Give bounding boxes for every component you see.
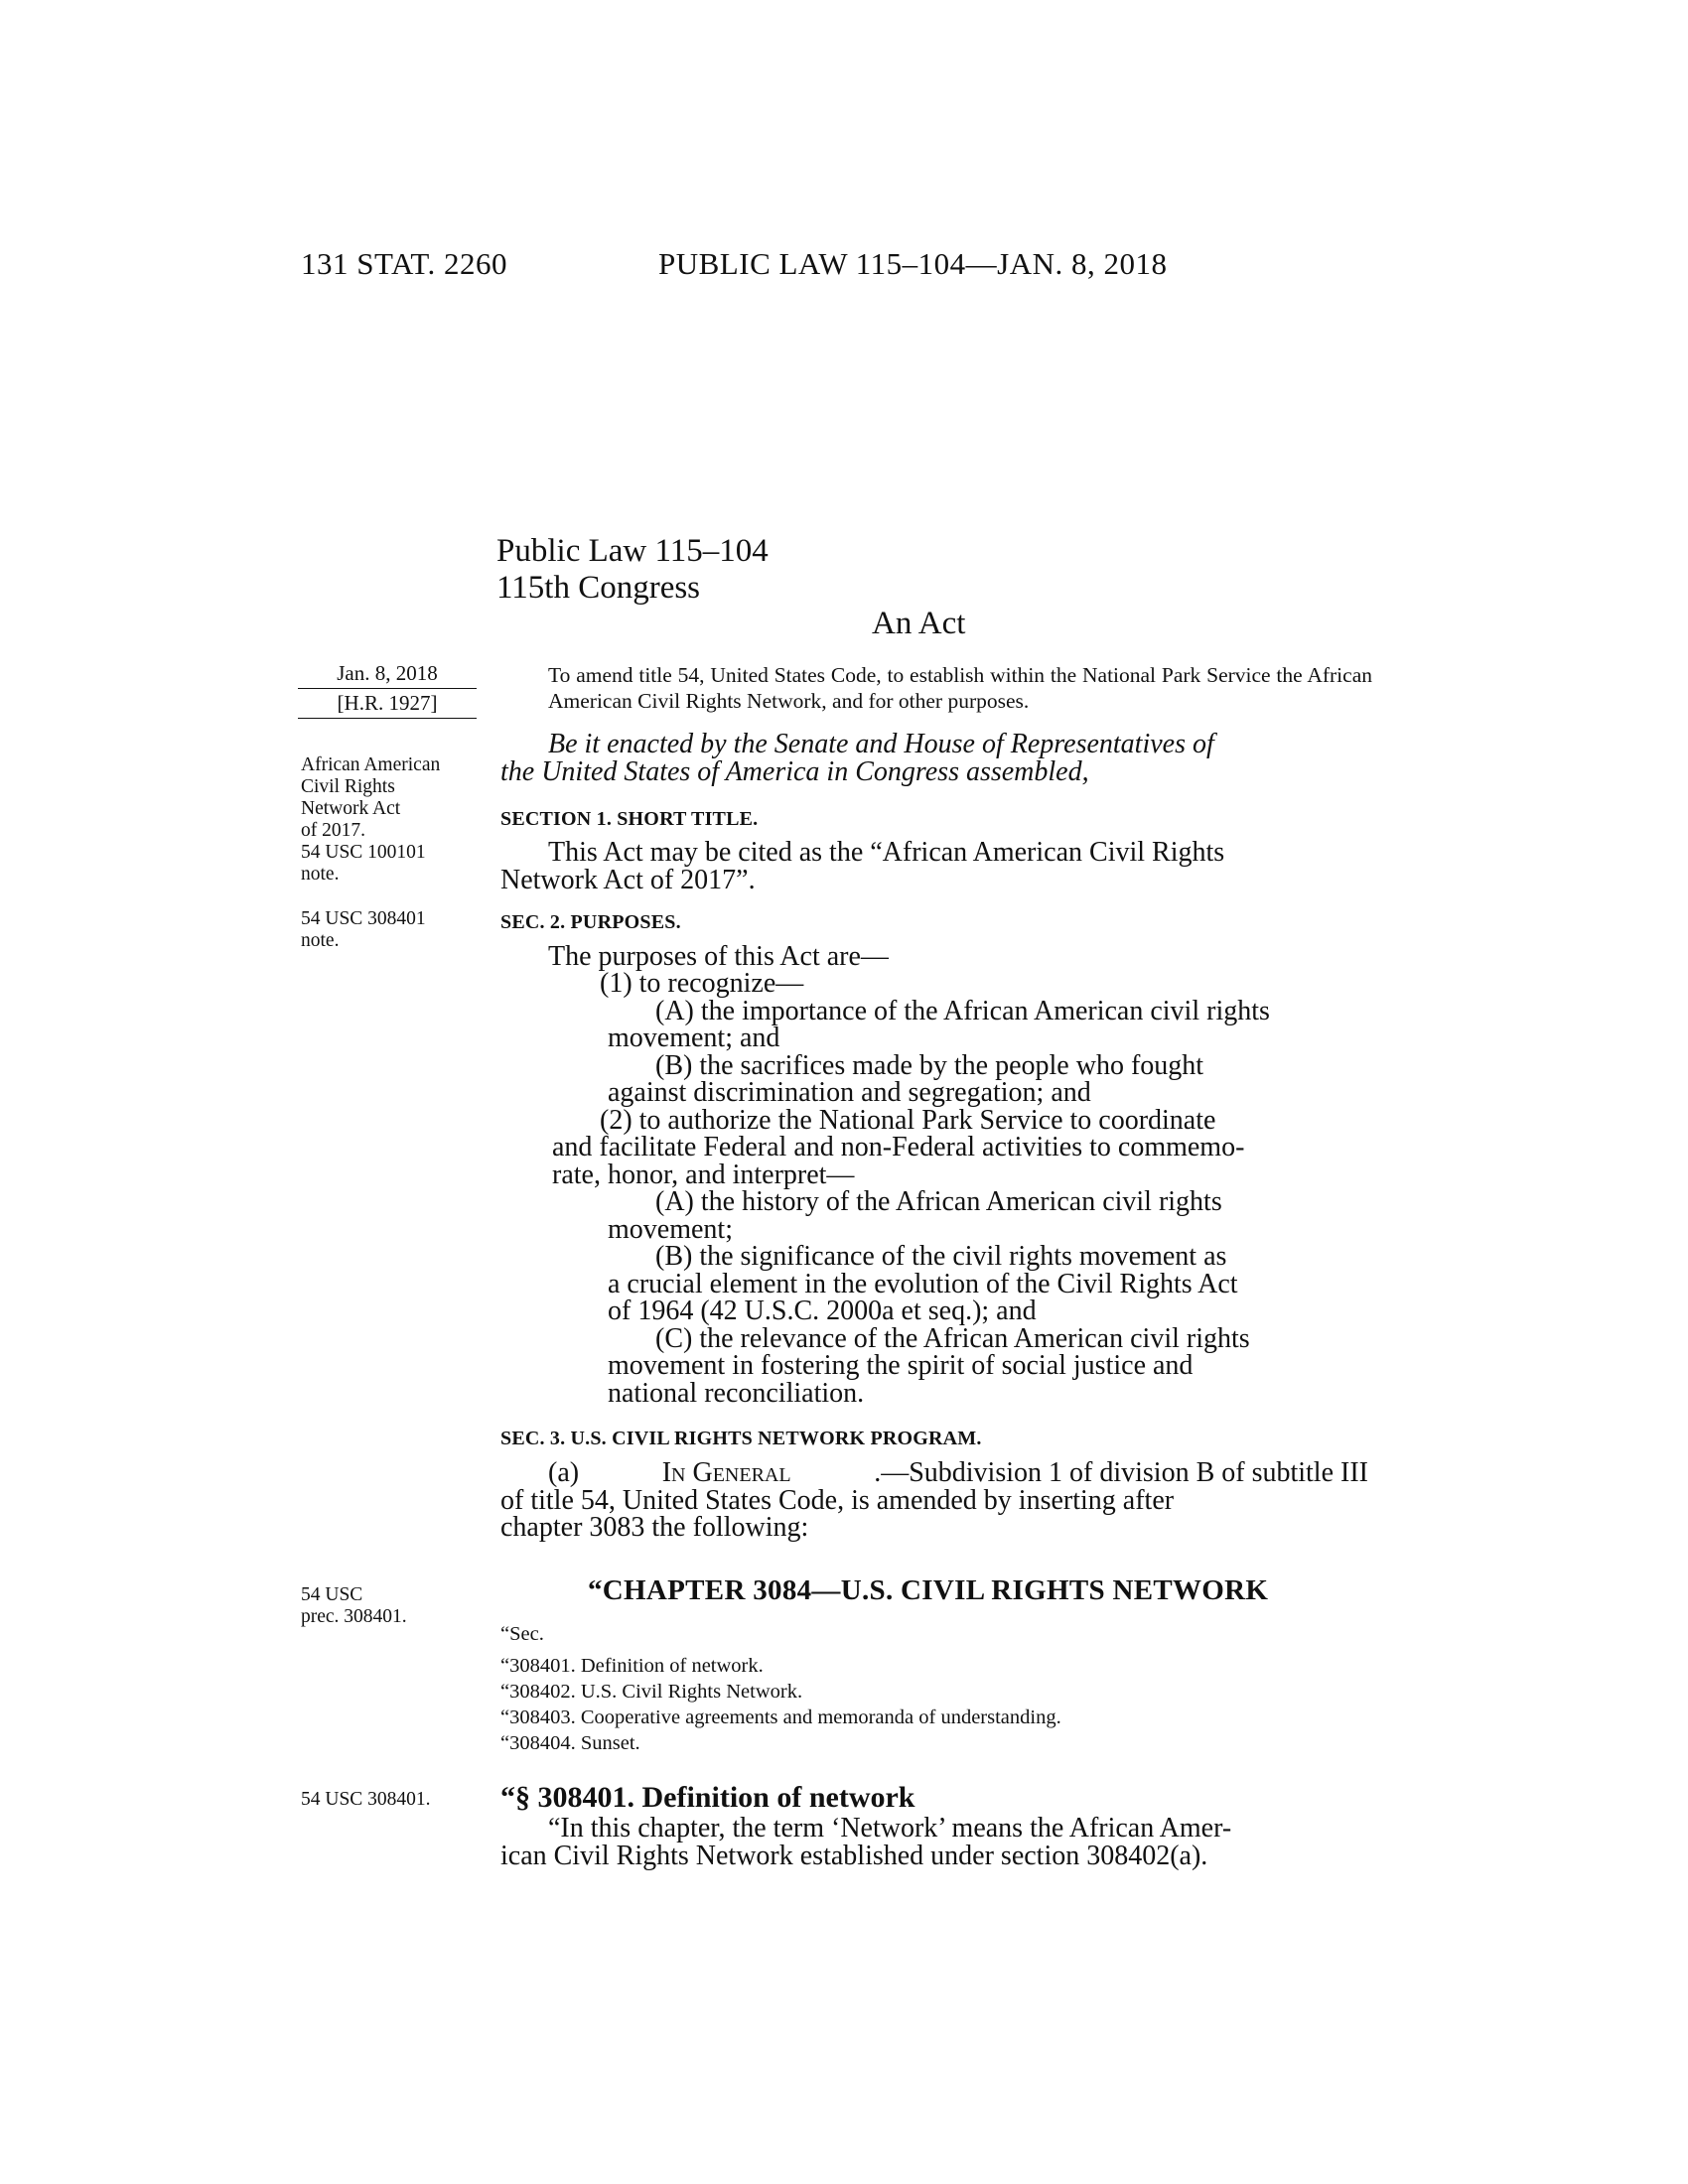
subsection-a-label: (a) bbox=[548, 1457, 580, 1488]
act-purpose: To amend title 54, United States Code, to establish within the National Park Service the African American Civil Rights Network, and for other purposes. bbox=[548, 663, 1372, 713]
act-label: An Act bbox=[872, 606, 966, 641]
margin-note-short-title: African American Civil Rights Network Act of 2017. 54 USC 100101 note. bbox=[301, 754, 441, 885]
purpose-2b-line1: (B) the significance of the civil rights movement as bbox=[655, 1241, 1227, 1272]
purpose-2a-line2: movement; bbox=[608, 1214, 733, 1245]
page-stat-citation: 131 STAT. 2260 bbox=[301, 246, 508, 281]
definition-text-line2: ican Civil Rights Network established under section 308402(a). bbox=[500, 1841, 1208, 1871]
purpose-1a-line1: (A) the importance of the African American civil rights bbox=[655, 996, 1270, 1026]
section-3-heading: SEC. 3. U.S. CIVIL RIGHTS NETWORK PROGRAM. bbox=[500, 1428, 982, 1449]
section-2-heading: SEC. 2. PURPOSES. bbox=[500, 911, 681, 933]
margin-note-chapter: 54 USC prec. 308401. bbox=[301, 1584, 407, 1627]
bill-number: [H.R. 1927] bbox=[298, 689, 477, 719]
purpose-2b-line3: of 1964 (42 U.S.C. 2000a et seq.); and bbox=[608, 1296, 1037, 1326]
purpose-2c-line3: national reconciliation. bbox=[608, 1378, 865, 1409]
date-bill-box bbox=[298, 661, 477, 719]
purpose-1a-line2: movement; and bbox=[608, 1023, 780, 1053]
public-law-number: Public Law 115–104 bbox=[496, 533, 769, 569]
purpose-2b-line2: a crucial element in the evolution of the Civil Rights Act bbox=[608, 1269, 1238, 1299]
purpose-1: (1) to recognize— bbox=[600, 968, 804, 999]
section-3a-line2: of title 54, United States Code, is amended by inserting after bbox=[500, 1485, 1175, 1516]
chapter-heading: “CHAPTER 3084—U.S. CIVIL RIGHTS NETWORK bbox=[588, 1574, 1269, 1606]
purpose-2c-line2: movement in fostering the spirit of social justice and bbox=[608, 1350, 1194, 1381]
purpose-2-line1: (2) to authorize the National Park Service to coordinate bbox=[600, 1105, 1216, 1136]
running-header: PUBLIC LAW 115–104—JAN. 8, 2018 bbox=[658, 246, 1168, 281]
section-3a-line3: chapter 3083 the following: bbox=[500, 1512, 809, 1543]
purpose-1b-line1: (B) the sacrifices made by the people who fought bbox=[655, 1050, 1204, 1081]
purpose-2-line3: rate, honor, and interpret— bbox=[552, 1160, 855, 1190]
purpose-2c-line1: (C) the relevance of the African American civil rights bbox=[655, 1323, 1250, 1354]
section-308401-heading: “§ 308401. Definition of network bbox=[500, 1781, 915, 1814]
margin-note-definition: 54 USC 308401. bbox=[301, 1789, 431, 1810]
section-1-text-line2: Network Act of 2017”. bbox=[500, 865, 756, 895]
toc-item: “308403. Cooperative agreements and memoranda of understanding. bbox=[500, 1706, 1061, 1728]
purpose-2a-line1: (A) the history of the African American civil rights bbox=[655, 1186, 1222, 1217]
enacting-clause-line1: Be it enacted by the Senate and House of Representatives of bbox=[548, 729, 1214, 759]
section-3a-line1 bbox=[548, 1459, 1368, 1487]
toc-sec-label: “Sec. bbox=[500, 1623, 544, 1645]
section-2-intro: The purposes of this Act are— bbox=[548, 941, 889, 972]
purpose-2-line2: and facilitate Federal and non-Federal activities to commemo- bbox=[552, 1132, 1245, 1162]
section-1-text-line1: This Act may be cited as the “African American Civil Rights bbox=[548, 837, 1225, 868]
subsection-a-caption: In General bbox=[661, 1457, 791, 1488]
toc-item: “308402. U.S. Civil Rights Network. bbox=[500, 1681, 803, 1703]
definition-text-line1: “In this chapter, the term ‘Network’ means the African Amer- bbox=[548, 1813, 1232, 1843]
enactment-date: Jan. 8, 2018 bbox=[298, 661, 477, 689]
enacting-clause-line2: the United States of America in Congress assembled, bbox=[500, 756, 1089, 787]
purpose-1b-line2: against discrimination and segregation; and bbox=[608, 1077, 1091, 1108]
margin-note-purposes: 54 USC 308401 note. bbox=[301, 908, 426, 951]
toc-item: “308404. Sunset. bbox=[500, 1732, 640, 1754]
toc-item: “308401. Definition of network. bbox=[500, 1655, 764, 1677]
section-1-heading: SECTION 1. SHORT TITLE. bbox=[500, 808, 759, 830]
subsection-a-text: .—Subdivision 1 of division B of subtitle III bbox=[874, 1457, 1368, 1488]
congress-number: 115th Congress bbox=[496, 570, 701, 606]
